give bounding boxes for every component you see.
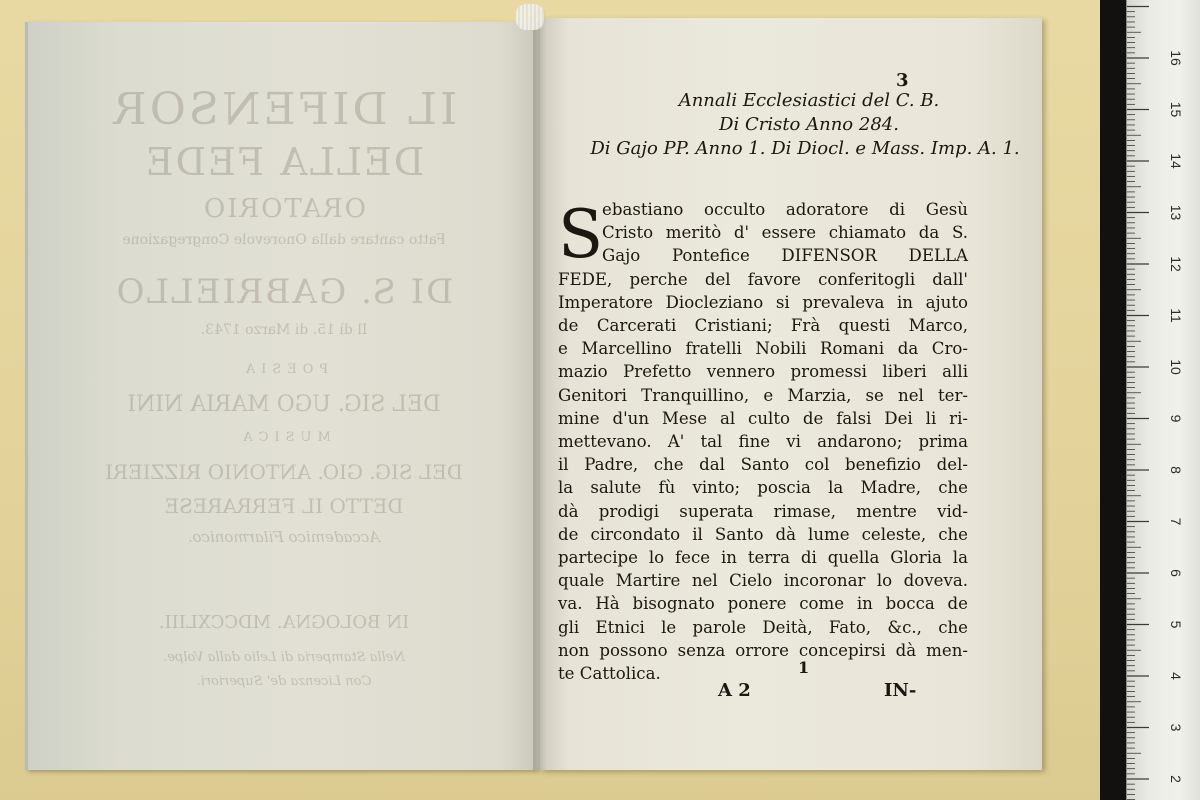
catchword: IN- (884, 680, 917, 701)
body-line: de Carcerati Cristiani; Frà questi Marco, (558, 316, 968, 336)
show-through-line: DEL SIG. UGO MARIA NINI (127, 392, 441, 417)
left-page-show-through (28, 22, 540, 770)
signature-mark: A 2 (718, 680, 751, 701)
ruler-label: 13 (1168, 204, 1184, 221)
body-line: ebastiano occulto adoratore di Gesù (602, 200, 968, 219)
body-line: mine d'un Mese al culto de falsi Dei li ri- (558, 408, 968, 428)
show-through-line: IN BOLOGNA. MDCCXLIII. (158, 612, 410, 633)
drop-cap: S (558, 196, 604, 273)
show-through-line: Accademico Filarmonico. (187, 528, 381, 546)
ruler-label: 4 (1168, 672, 1184, 680)
show-through-line: DI S. GABRIELLO (114, 272, 454, 312)
show-through-line: MUSICA (237, 430, 331, 445)
ruler-label: 8 (1168, 466, 1184, 474)
ruler-label: 15 (1168, 101, 1184, 118)
show-through-line: Il dì 15. di Marzo 1743. (200, 322, 368, 338)
ruler-label: 3 (1168, 723, 1184, 732)
running-header-title: Annali Ecclesiastici del C. B. (678, 90, 940, 111)
ruler-label: 7 (1168, 517, 1184, 526)
show-through-line: Nella Stamperia di Lelio dalla Volpe. (163, 650, 405, 665)
measuring-ruler (1126, 0, 1200, 800)
ruler-label: 14 (1168, 153, 1184, 169)
ruler-label: 2 (1168, 775, 1184, 783)
binding-thread (516, 4, 544, 30)
body-line: Cristo meritò d' essere chiamato da S. (602, 223, 968, 243)
show-through-line: POESIA (239, 362, 329, 377)
ruler-label: 5 (1168, 620, 1184, 629)
book-gutter (533, 10, 547, 770)
body-text (558, 198, 968, 685)
ruler-label: 9 (1168, 414, 1184, 423)
right-page (540, 18, 1042, 770)
body-line: Imperatore Diocleziano si prevaleva in ajuto (558, 292, 968, 312)
body-line: il Padre, che dal Santo col benefizio del- (558, 455, 968, 475)
show-through-line: IL DIFENSOR (110, 84, 458, 135)
ruler-label: 6 (1168, 569, 1184, 577)
body-line: quale Martire nel Cielo incoronar lo doveva. (558, 571, 968, 591)
body-line: partecipe lo fece in terra di quella Gloria la (558, 548, 968, 568)
body-line: Gajo Pontefice DIFENSOR DELLA (602, 246, 968, 266)
show-through-line: ORATORIO (201, 194, 367, 224)
body-line: dà prodigi superata rimase, mentre vid- (558, 501, 968, 521)
body-line: non possono senza orrore concepirsi dà men- (558, 640, 968, 660)
ruler-label: 16 (1168, 50, 1184, 66)
body-line: e Marcellino fratelli Nobili Romani da Cro- (558, 339, 968, 359)
running-header-year: Di Cristo Anno 284. (719, 114, 899, 135)
page-number: 3 (896, 70, 909, 91)
ruler-label: 10 (1168, 359, 1184, 375)
body-line: te Cattolica. (558, 664, 661, 684)
left-page (28, 22, 540, 770)
running-header-reign: Di Gajo PP. Anno 1. Di Diocl. e Mass. Imp. A. 1. (590, 138, 1020, 159)
body-line: va. Hà bisognato ponere come in bocca de (558, 594, 968, 614)
body-line: Genitori Tranquillino, e Marzia, se nel ter- (558, 385, 968, 405)
body-line: mazio Prefetto vennero promessi liberi alli (558, 362, 968, 382)
ruler-scale (1127, 0, 1200, 800)
body-line: de circondato il Santo dà lume celeste, che (558, 524, 968, 544)
show-through-line: DETTO IL FERRARESE (164, 494, 404, 518)
ruler-label: 12 (1168, 256, 1184, 272)
footer-mark: 1 (798, 658, 810, 677)
body-line: la salute fù vinto; poscia la Madre, che (558, 478, 968, 498)
ruler-label: 11 (1168, 308, 1184, 323)
body-line: gli Etnici le parole Deità, Fato, &c., che (558, 617, 968, 637)
show-through-line: DELLA FEDE (143, 140, 425, 184)
background-strip (1100, 0, 1126, 800)
show-through-line: Fatto cantare dalla Onorevole Congregazione (122, 232, 446, 248)
body-line: mettevano. A' tal fine vi andarono; prima (558, 432, 968, 452)
show-through-line: Con Licenza de' Superiori. (196, 674, 372, 689)
body-line: FEDE, perche del favore conferitogli dall' (558, 269, 968, 289)
show-through-line: DEL SIG. GIO. ANTONIO RIZZIERI (105, 460, 463, 484)
